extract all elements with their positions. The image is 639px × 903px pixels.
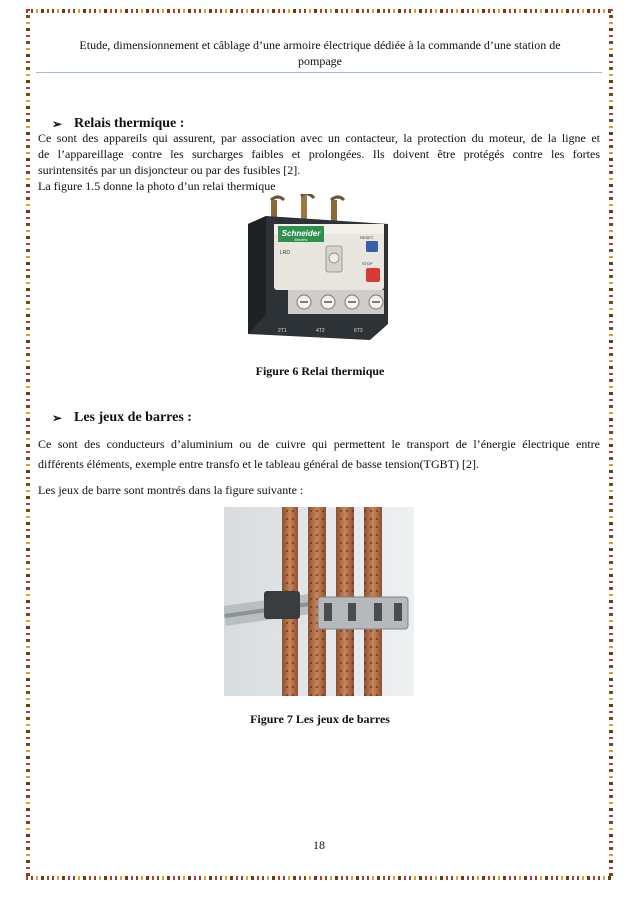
relay-label-stop: STOP <box>362 261 373 266</box>
bullet-arrow-icon: ➢ <box>52 410 63 425</box>
paragraph-line: La figure 1.5 donne la photo d’un relai thermique <box>38 179 276 193</box>
bullet-arrow-icon: ➢ <box>52 116 63 131</box>
jeux-de-barres-photo <box>224 507 414 696</box>
relay-label-6t3: 6T3 <box>354 328 363 334</box>
page-border-left <box>26 9 30 880</box>
relay-label-lrd: LRD <box>280 250 291 256</box>
figure-6-caption: Figure 6 Relai thermique <box>255 364 385 378</box>
paragraph-line: Ce sont des appareils qui assurent, par association avec un contacteur, la protection du moteur, de la ligne et <box>38 131 600 145</box>
section-title: Relais thermique : <box>74 116 185 131</box>
relai-thermique-photo <box>238 194 398 346</box>
header-rule <box>36 72 602 73</box>
paragraph-jeux-intro <box>38 482 600 498</box>
paragraph-jeux-de-barres <box>38 434 600 474</box>
paragraph-relais <box>38 130 600 194</box>
page-number: 18 <box>313 838 325 852</box>
figure-7-caption: Figure 7 Les jeux de barres <box>250 712 390 726</box>
page-border-right <box>609 9 613 880</box>
header-line-2: pompage <box>298 54 342 68</box>
relay-label-reset: RESET <box>360 235 374 240</box>
section-heading-jeux-de-barres <box>52 410 192 426</box>
relay-brand: Schneider <box>281 229 321 238</box>
header-line-1: Etude, dimensionnement et câblage d’une armoire électrique dédiée à la commande d’une station de <box>79 38 561 52</box>
relay-label-2t1: 2T1 <box>278 328 287 334</box>
relay-brand-sub: Electric <box>294 237 308 242</box>
section-title: Les jeux de barres : <box>74 410 192 425</box>
relay-label-4t2: 4T2 <box>316 328 325 334</box>
running-header <box>40 37 600 69</box>
paragraph-line: différents éléments, exemple entre transfo et le tableau général de basse tension(TGBT) [2]. <box>38 457 479 471</box>
page-border-bottom <box>26 876 613 880</box>
paragraph-line: surintensités par un disjoncteur ou par des fusibles [2]. <box>38 163 301 177</box>
paragraph-line: Ce sont des conducteurs d’aluminium ou de cuivre qui permettent le transport de l’énergie électrique entre <box>38 437 600 451</box>
paragraph-line: Les jeux de barre sont montrés dans la figure suivante : <box>38 483 304 497</box>
page-border-top <box>26 9 613 13</box>
paragraph-line: de l’appareillage contre les surcharges faibles et prolongées. Ils doivent être protégés contre les fortes <box>38 147 600 161</box>
